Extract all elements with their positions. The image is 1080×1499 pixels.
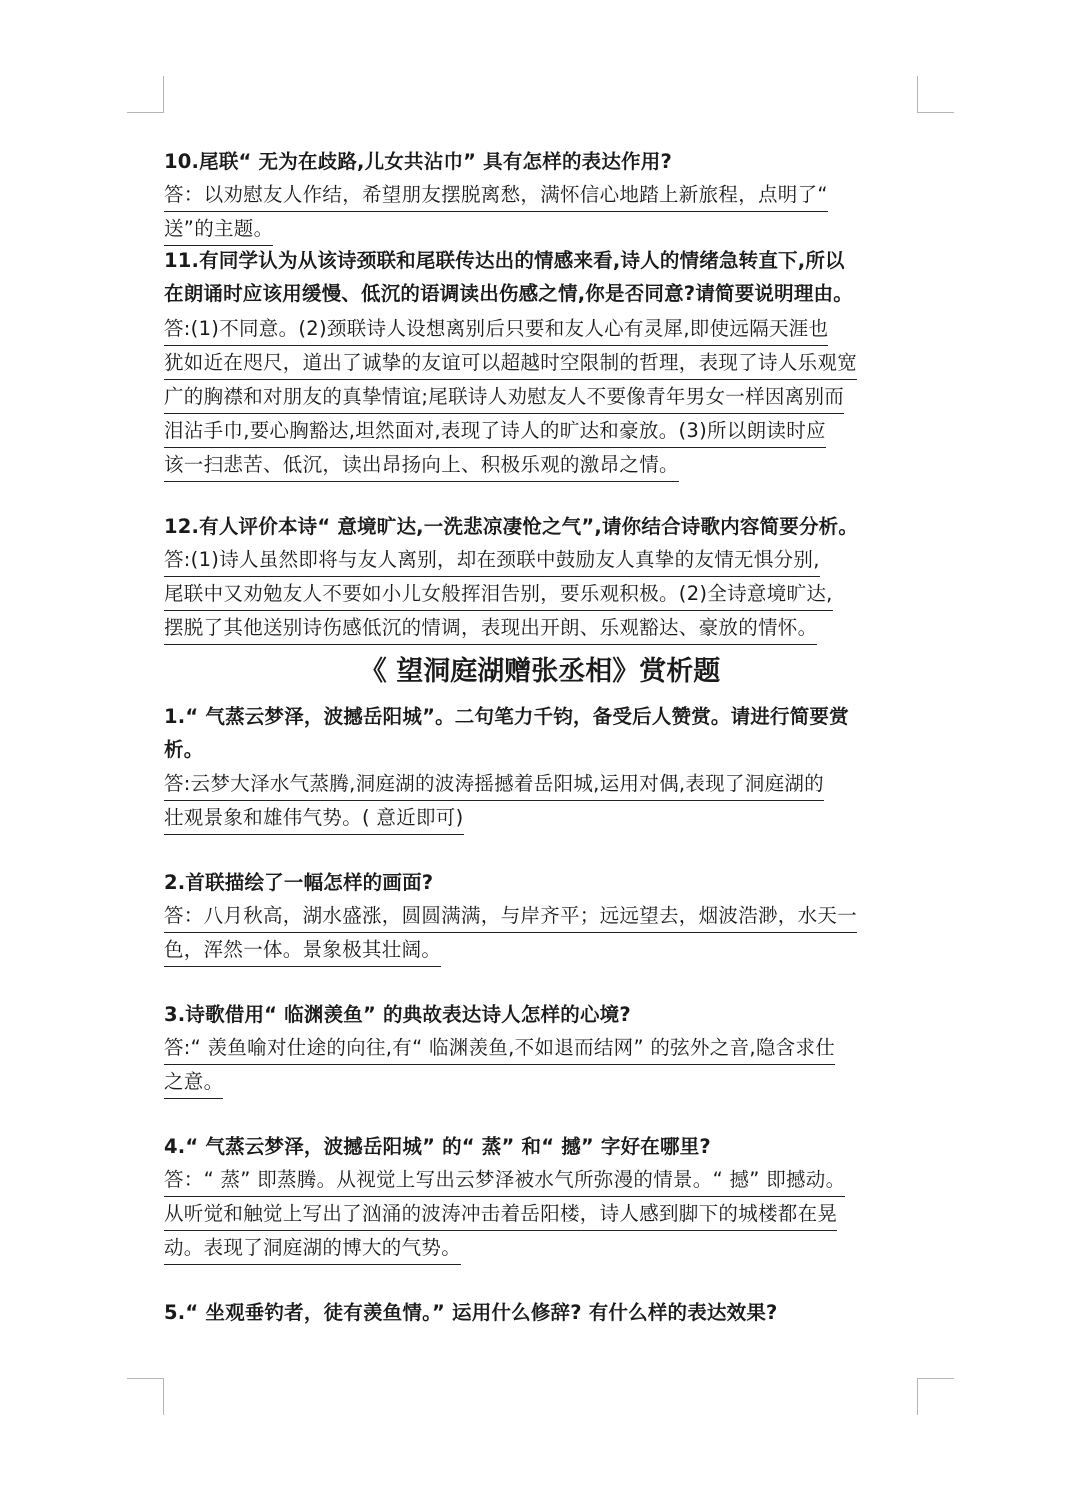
answer-line: 动。表现了洞庭湖的博大的气势。: [164, 1233, 461, 1265]
answer-line: 答：以劝慰友人作结，希望朋友摆脱离愁，满怀信心地踏上新旅程，点明了“: [164, 180, 828, 212]
section-answer-2: [164, 899, 924, 967]
section-question-4: 4.“ 气蒸云梦泽，波撼岳阳城” 的“ 蒸” 和“ 撼” 字好在哪里?: [164, 1135, 711, 1158]
answer-10: [164, 178, 924, 246]
section-answer-4: [164, 1163, 924, 1265]
answer-line: 答:(1)诗人虽然即将与友人离别，却在颈联中鼓励友人真挚的友情无惧分别,: [164, 545, 820, 577]
section-question-5: 5.“ 坐观垂钓者，徒有羡鱼情。” 运用什么修辞? 有什么样的表达效果?: [164, 1301, 778, 1324]
section-title: 《 望洞庭湖赠张丞相》赏析题: [359, 656, 721, 687]
answer-12: [164, 543, 924, 645]
answer-line: 广的胸襟和对朋友的真挚情谊;尾联诗人劝慰友人不要像青年男女一样因离别而: [164, 382, 844, 414]
section-answer-1: [164, 767, 924, 835]
answer-line: 答:(1)不同意。(2)颈联诗人设想离别后只要和友人心有灵犀,即使远隔天涯也: [164, 314, 828, 346]
answer-line: 犹如近在咫尺，道出了诚挚的友谊可以超越时空限制的哲理，表现了诗人乐观宽: [164, 348, 857, 380]
section-answer-3: [164, 1031, 924, 1099]
answer-line: 色，浑然一体。景象极其壮阔。: [164, 935, 441, 967]
answer-line: 尾联中又劝勉友人不要如小儿女般挥泪告别，要乐观积极。(2)全诗意境旷达,: [164, 579, 833, 611]
answer-line: 壮观景象和雄伟气势。( 意近即可): [164, 803, 464, 835]
question-10: 10.尾联“ 无为在歧路,儿女共沾巾” 具有怎样的表达作用?: [164, 150, 672, 173]
answer-line: 答：八月秋高，湖水盛涨，圆圆满满，与岸齐平；远远望去，烟波浩渺，水天一: [164, 901, 857, 933]
question-11: [164, 244, 916, 310]
crop-mark-top-left: [127, 76, 164, 113]
answer-line: 摆脱了其他送别诗伤感低沉的情调，表现出开朗、乐观豁达、豪放的情怀。: [164, 613, 817, 645]
answer-line: 答:“ 羡鱼喻对仕途的向往,有“ 临渊羡鱼,不如退而结网” 的弦外之音,隐含求仕: [164, 1033, 835, 1065]
section-question-1: [164, 700, 916, 766]
answer-line: 从听觉和触觉上写出了汹涌的波涛冲击着岳阳楼，诗人感到脚下的城楼都在晃: [164, 1199, 837, 1231]
section-question-3: 3.诗歌借用“ 临渊羡鱼” 的典故表达诗人怎样的心境?: [164, 1003, 631, 1026]
answer-11: [164, 312, 924, 482]
section-question-2: 2.首联描绘了一幅怎样的画面?: [164, 871, 434, 894]
question-line: 1.“ 气蒸云梦泽，波撼岳阳城”。二句笔力千钧，备受后人赞赏。请进行简要赏: [164, 705, 849, 728]
question-line: 11.有同学认为从该诗颈联和尾联传达出的情感来看,诗人的情绪急转直下,所以: [164, 249, 845, 272]
question-line: 析。: [164, 738, 204, 761]
answer-line: 之意。: [164, 1067, 223, 1099]
answer-line: 答:云梦大泽水气蒸腾,洞庭湖的波涛摇撼着岳阳城,运用对偶,表现了洞庭湖的: [164, 769, 824, 801]
crop-mark-bottom-right: [917, 1378, 954, 1415]
question-12: 12.有人评价本诗“ 意境旷达,一洗悲凉凄怆之气”,请你结合诗歌内容简要分析。: [164, 515, 859, 538]
crop-mark-bottom-left: [127, 1378, 164, 1415]
answer-line: 该一扫悲苦、低沉，读出昂扬向上、积极乐观的激昂之情。: [164, 450, 679, 482]
answer-line: 送”的主题。: [164, 214, 273, 246]
answer-line: 泪沾手巾,要心胸豁达,坦然面对,表现了诗人的旷达和豪放。(3)所以朗读时应: [164, 416, 826, 448]
question-line: 在朗诵时应该用缓慢、低沉的语调读出伤感之情,你是否同意?请简要说明理由。: [164, 282, 853, 305]
answer-line: 答：“ 蒸” 即蒸腾。从视觉上写出云梦泽被水气所弥漫的情景。“ 撼” 即撼动。: [164, 1165, 845, 1197]
crop-mark-top-right: [917, 76, 954, 113]
